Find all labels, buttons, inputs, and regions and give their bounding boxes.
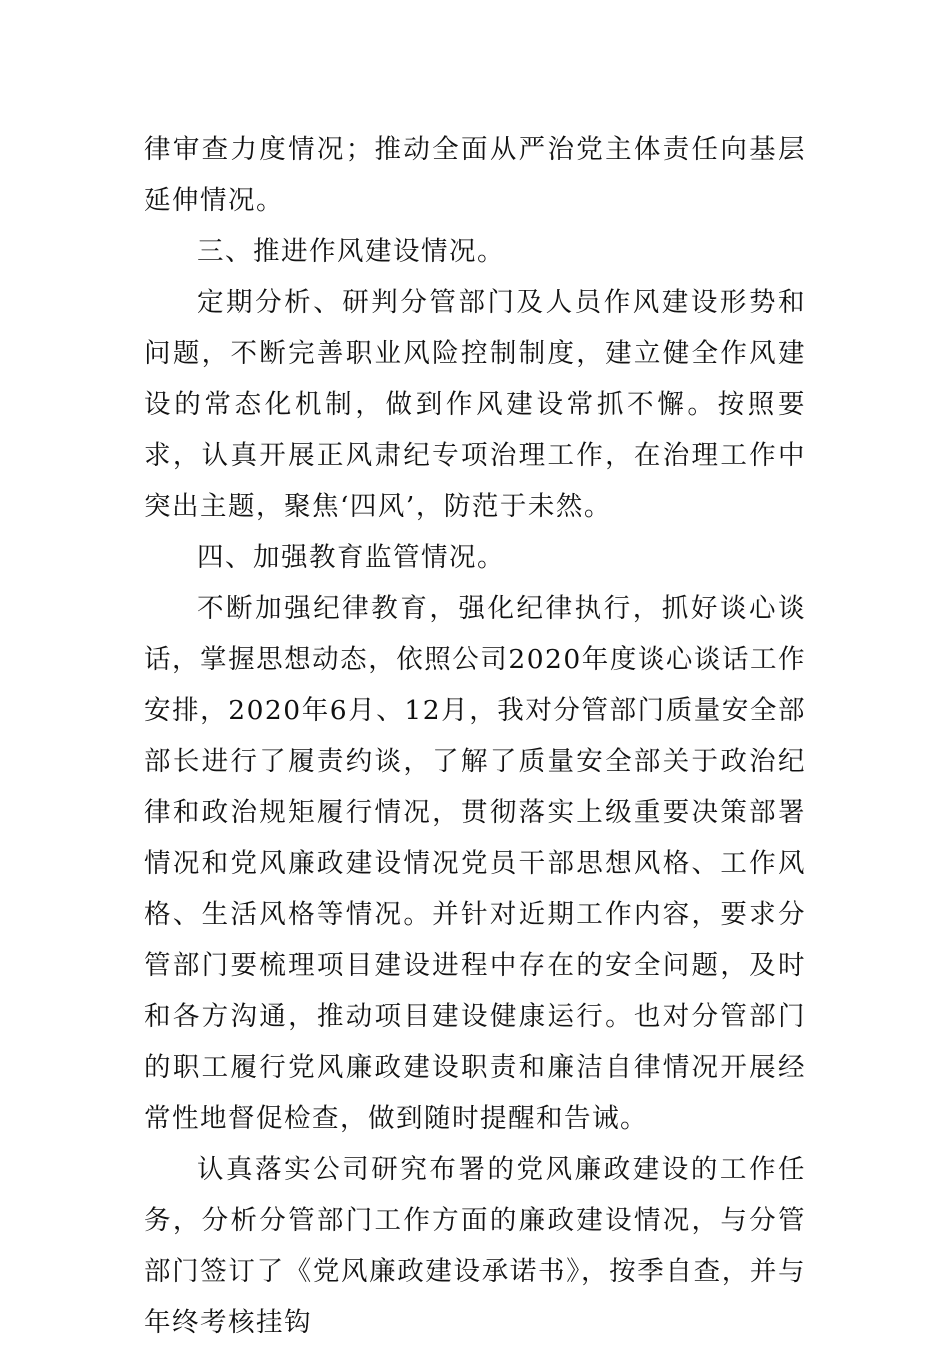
section-heading-3: 三、推进作风建设情况。 <box>197 236 505 267</box>
paragraph-implementation: 认真落实公司研究布署的党风廉政建设的工作任务，分析分管部门工作方面的廉政建设情况，与分管部门签订了《党风廉政建设承诺书》，按季自查，并与年终考核挂钩 <box>144 1154 806 1338</box>
section-heading-4: 四、加强教育监管情况。 <box>197 542 505 573</box>
paragraph-continuation: 律审查力度情况；推动全面从严治党主体责任向基层延伸情况。 <box>144 134 806 216</box>
paragraph-education-supervision: 不断加强纪律教育，强化纪律执行，抓好谈心谈话，掌握思想动态，依照公司2020年度谈心谈话工作安排，2020年6月、12月，我对分管部门质量安全部部长进行了履责约谈，了解了质量安全部关于政治纪律和政治规矩履行情况，贯彻落实上级重要决策部署情况和党风廉政建设情况党员干部思想风格、工作风格、生活风格等情况。并针对近期工作内容，要求分管部门要梳理项目建设进程中存在的安全问题，及时和各方沟通，推动项目建设健康运行。也对分管部门的职工履行党风廉政建设职责和廉洁自律情况开展经常性地督促检查，做到随时提醒和告诫。 <box>144 593 806 1134</box>
document-body <box>144 124 806 1348</box>
paragraph-work-style: 定期分析、研判分管部门及人员作风建设形势和问题，不断完善职业风险控制制度，建立健全作风建设的常态化机制，做到作风建设常抓不懈。按照要求，认真开展正风肃纪专项治理工作，在治理工作中突出主题，聚焦‘四风’，防范于未然。 <box>144 287 806 522</box>
